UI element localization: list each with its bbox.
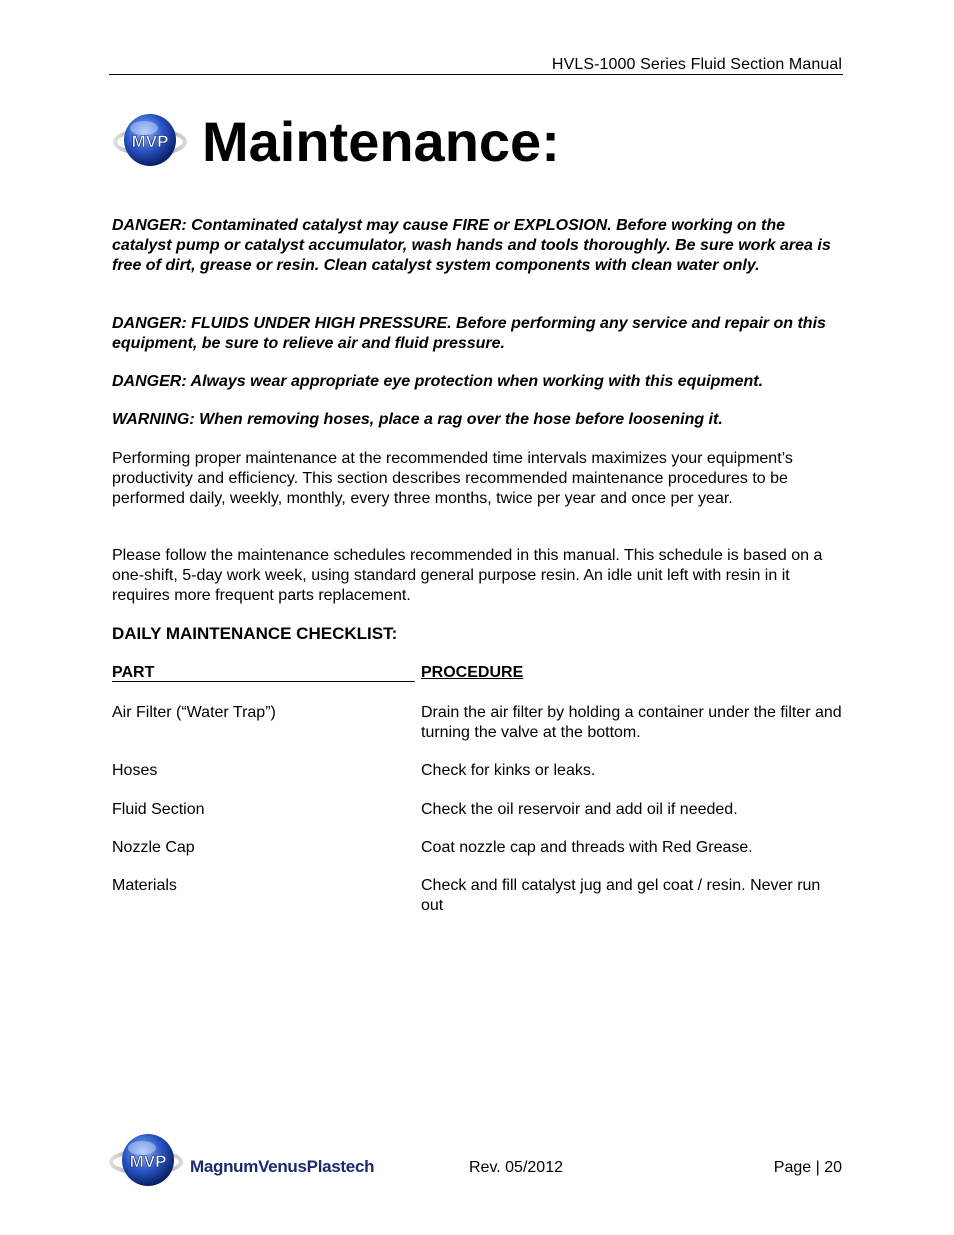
danger-eye-protection: DANGER: Always wear appropriate eye protection when working with this equipment. xyxy=(112,373,764,390)
row-procedure-hoses: Check for kinks or leaks. xyxy=(421,762,596,779)
row-part-nozzle-cap: Nozzle Cap xyxy=(112,839,195,856)
row-part-fluid-section: Fluid Section xyxy=(112,801,205,818)
header-divider xyxy=(109,74,843,75)
warning-removing-hoses: WARNING: When removing hoses, place a rag over the hose before loosening it. xyxy=(112,411,723,428)
column-header-part: PART xyxy=(112,664,155,681)
magnum-venus-plastech-logo-icon xyxy=(108,1130,398,1192)
column-header-procedure: PROCEDURE xyxy=(421,664,524,681)
intro-paragraph: Performing proper maintenance at the recommended time intervals maximizes your equipment’s productivity and efficiency. This section describes recommended maintenance procedures to be performed daily, weekly, monthly, every three months, twice per year and once per year. xyxy=(112,450,793,507)
row-part-air-filter: Air Filter (“Water Trap”) xyxy=(112,704,276,721)
row-procedure-materials: Check and fill catalyst jug and gel coat / resin. Never run out xyxy=(421,877,821,914)
row-procedure-air-filter: Drain the air filter by holding a container under the filter and turning the valve at the bottom. xyxy=(421,704,842,741)
part-header-underline xyxy=(112,681,415,682)
revision-date: Rev. 05/2012 xyxy=(469,1159,563,1176)
schedule-paragraph: Please follow the maintenance schedules recommended in this manual. This schedule is based on a one-shift, 5-day work week, using standard general purpose resin. An idle unit left with resin in it requires more frequent parts replacement. xyxy=(112,547,823,604)
danger-high-pressure: DANGER: FLUIDS UNDER HIGH PRESSURE. Before performing any service and repair on this equipment, be sure to relieve air and fluid pressure. xyxy=(112,315,826,352)
row-procedure-nozzle-cap: Coat nozzle cap and threads with Red Grease. xyxy=(421,839,753,856)
manual-title: HVLS-1000 Series Fluid Section Manual xyxy=(551,56,842,73)
svg-text:MVP: MVP xyxy=(131,132,169,151)
page-number: Page | 20 xyxy=(773,1159,842,1176)
svg-text:MagnumVenusPlastech: MagnumVenusPlastech xyxy=(190,1157,375,1176)
mvp-logo-icon xyxy=(112,108,188,172)
row-part-materials: Materials xyxy=(112,877,177,894)
danger-contaminated-catalyst: DANGER: Contaminated catalyst may cause FIRE or EXPLOSION. Before working on the catalyst pump or catalyst accumulator, wash hands and tools thoroughly. Be sure work area is free of dirt, grease or resin. Clean catalyst system components with clean water only. xyxy=(112,217,831,274)
svg-text:MVP: MVP xyxy=(129,1152,167,1171)
row-procedure-fluid-section: Check the oil reservoir and add oil if needed. xyxy=(421,801,738,818)
checklist-title: DAILY MAINTENANCE CHECKLIST: xyxy=(112,624,398,643)
row-part-hoses: Hoses xyxy=(112,762,158,779)
page-title: Maintenance: xyxy=(202,110,560,173)
